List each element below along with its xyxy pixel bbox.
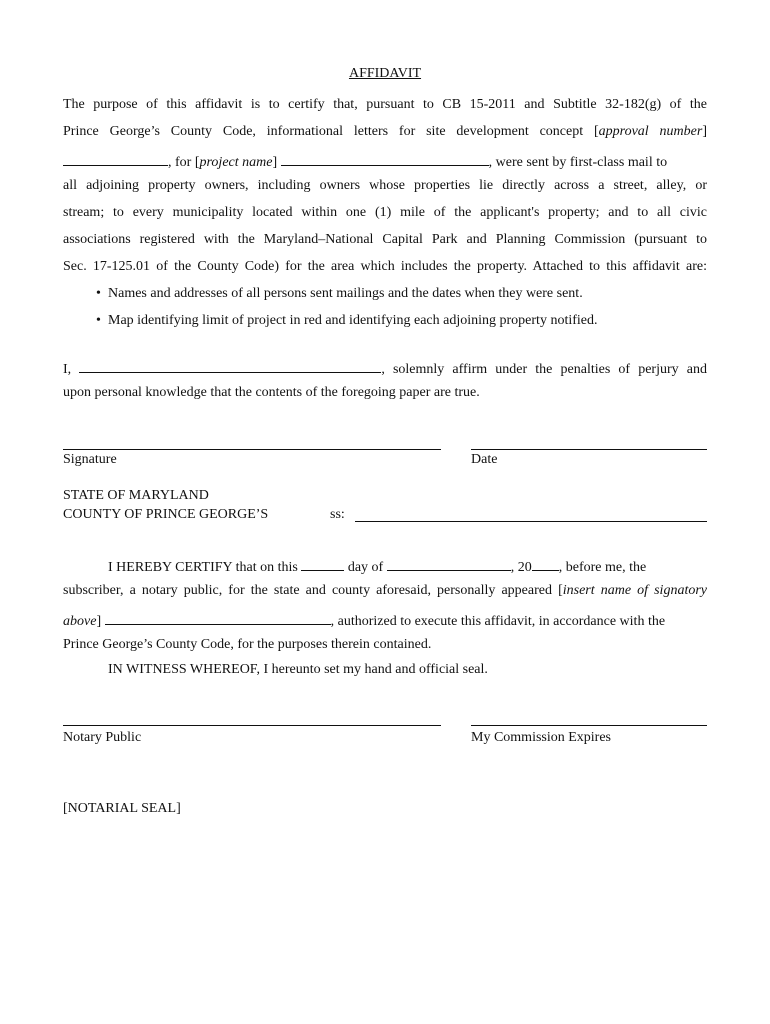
certify-line-3: above] , authorized to execute this affidavit, in accordance with the bbox=[63, 610, 707, 637]
bullet-item: • Names and addresses of all persons sent mailings and the dates when they were sent. bbox=[96, 286, 583, 301]
project-name-blank[interactable] bbox=[281, 151, 489, 166]
month-blank[interactable] bbox=[387, 556, 511, 571]
date-line[interactable] bbox=[471, 449, 707, 450]
certify-line-5: IN WITNESS WHEREOF, I hereunto set my hand and official seal. bbox=[108, 662, 488, 677]
commission-expires-line[interactable] bbox=[471, 725, 707, 726]
affirm-line-2: upon personal knowledge that the contents of the foregoing paper are true. bbox=[63, 385, 480, 400]
certify-line-2: subscriber, a notary public, for the state and county aforesaid, personally appeared [insert name of signatory bbox=[63, 583, 707, 598]
signature-label: Signature bbox=[63, 452, 117, 467]
purpose-line-6: associations registered with the Maryland–National Capital Park and Planning Commission (pursuant to bbox=[63, 232, 707, 247]
purpose-line-5: stream; to every municipality located within one (1) mile of the applicant's property; and to all civic bbox=[63, 205, 707, 220]
ss-label: ss: bbox=[330, 507, 345, 522]
bullet-item: • Map identifying limit of project in red and identifying each adjoining property notified. bbox=[96, 313, 598, 328]
purpose-line-2: Prince George’s County Code, informational letters for site development concept [approval number] bbox=[63, 124, 707, 139]
certify-line-1: I HEREBY CERTIFY that on this day of , 20 , before me, the bbox=[63, 556, 707, 583]
day-blank[interactable] bbox=[301, 556, 344, 571]
commission-label: My Commission Expires bbox=[471, 730, 612, 745]
bullet-dot-icon: • bbox=[96, 286, 101, 301]
approval-number-blank[interactable] bbox=[63, 151, 168, 166]
year-blank[interactable] bbox=[532, 556, 559, 571]
signature-line[interactable] bbox=[63, 449, 441, 450]
purpose-line-1: The purpose of this affidavit is to certify that, pursuant to CB 15-2011 and Subtitle 32-182(g) of the bbox=[63, 97, 707, 112]
purpose-line-7: Sec. 17-125.01 of the County Code) for the area which includes the property. Attached to this affidavit are: bbox=[63, 259, 707, 274]
affiant-name-blank[interactable] bbox=[79, 358, 381, 373]
notarial-seal-label: [NOTARIAL SEAL] bbox=[63, 801, 181, 816]
purpose-line-4: all adjoining property owners, including owners whose properties lie directly across a street, alley, or bbox=[63, 178, 707, 193]
document-title: AFFIDAVIT bbox=[348, 66, 422, 81]
notary-signature-line[interactable] bbox=[63, 725, 441, 726]
county-label: COUNTY OF PRINCE GEORGE’S bbox=[63, 507, 269, 522]
notary-label: Notary Public bbox=[63, 730, 142, 745]
purpose-line-3: , for [project name] , were sent by first-class mail to bbox=[63, 151, 707, 178]
bullet-dot-icon: • bbox=[96, 313, 101, 328]
certify-line-4: Prince George’s County Code, for the purposes therein contained. bbox=[63, 637, 432, 652]
signatory-name-blank[interactable] bbox=[105, 610, 331, 625]
affirm-line-1: I, , solemnly affirm under the penalties of perjury and bbox=[63, 358, 707, 385]
ss-line[interactable] bbox=[355, 521, 707, 522]
date-label: Date bbox=[471, 452, 498, 467]
state-label: STATE OF MARYLAND bbox=[63, 488, 209, 503]
